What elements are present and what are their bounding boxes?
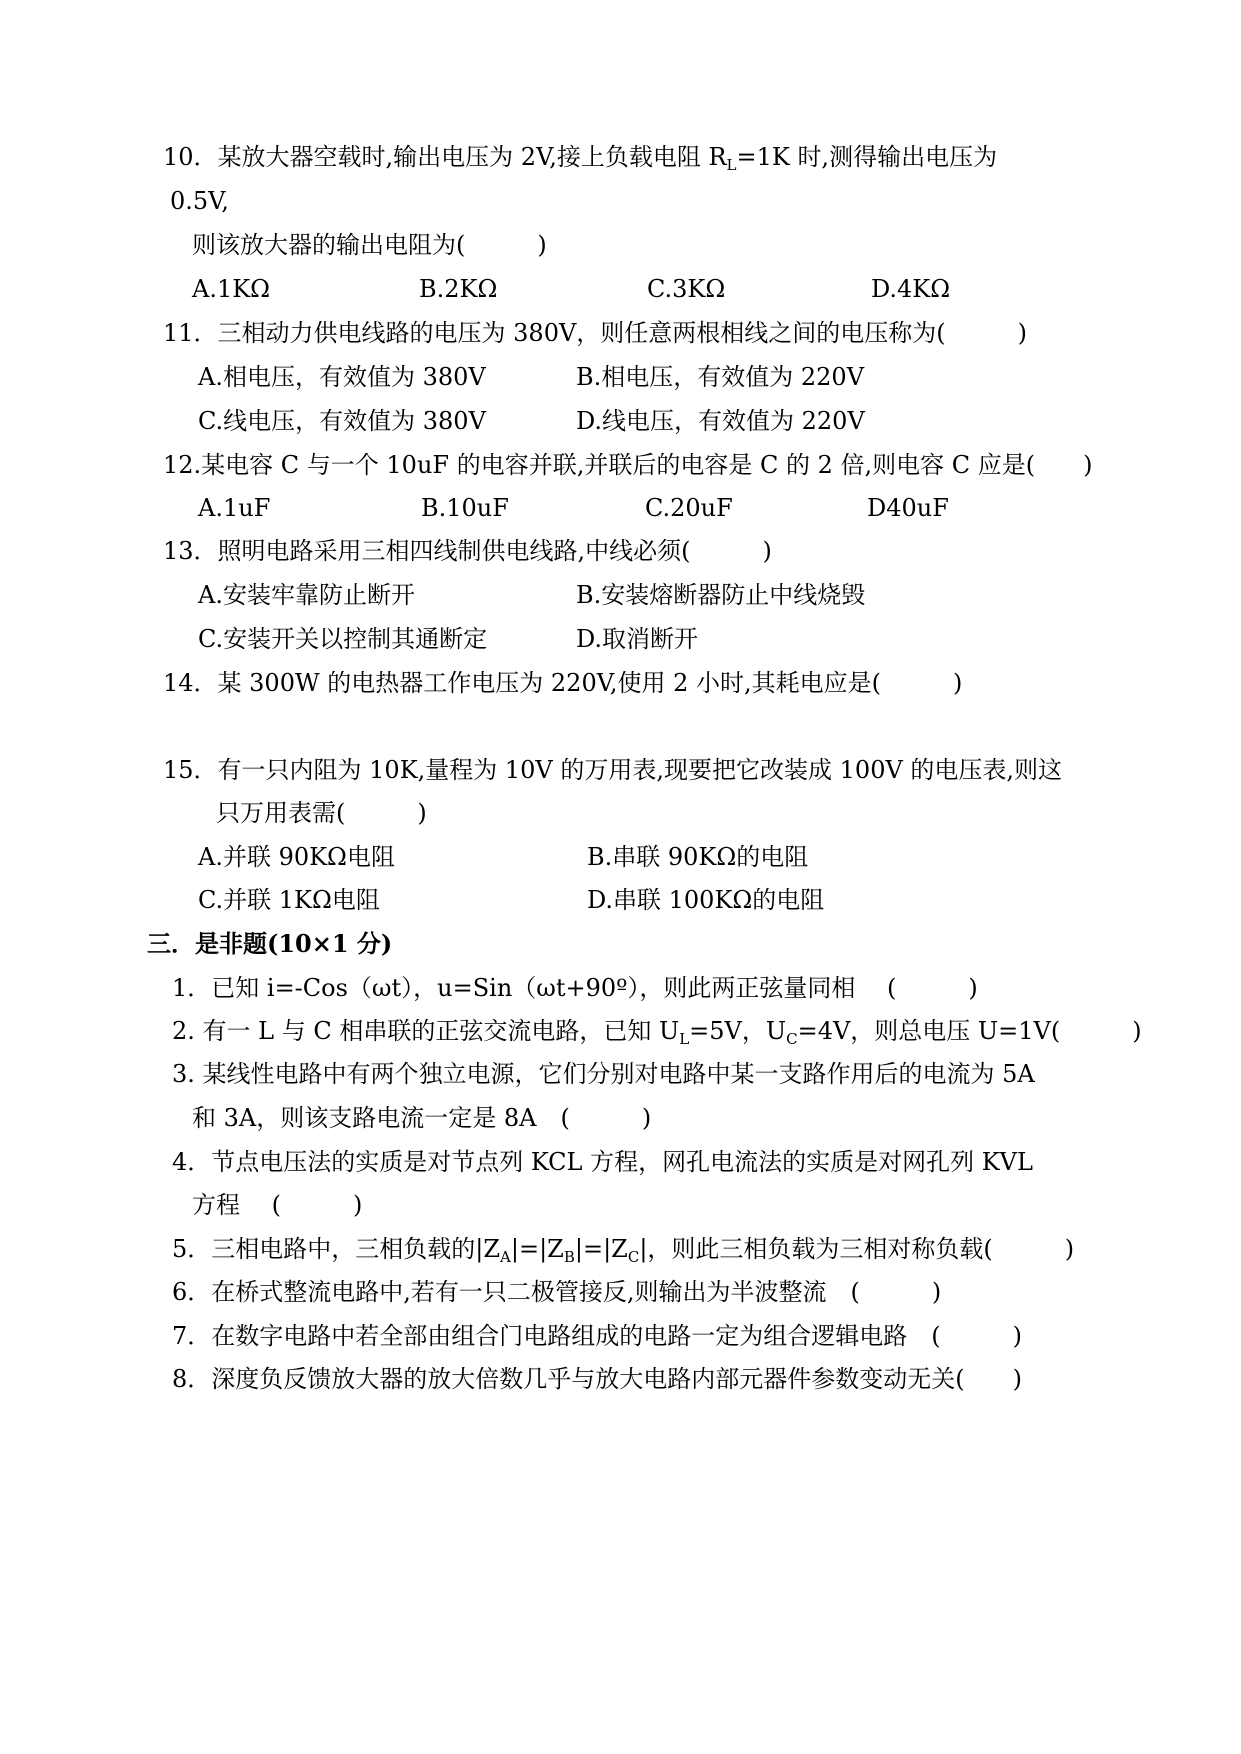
q11-option-c: C.线电压，有效值为 380V	[198, 407, 486, 435]
q12-option-b: B.10uF	[421, 494, 509, 522]
q12-option-d: D40uF	[867, 494, 949, 522]
tf-q5: 5．三相电路中，三相负载的$|Z_A|=|Z_B|=|Z_C|$，则此三相负载为三相对称负载( )	[172, 1235, 1075, 1266]
q11-line1: 11．三相动力供电线路的电压为 380V，则任意两根相线之间的电压称为( )	[163, 319, 1028, 347]
section3-heading: 三．是非题(10×1 分)	[147, 929, 393, 958]
tf-q8: 8．深度负反馈放大器的放大倍数几乎与放大电路内部元器件参数变动无关( )	[172, 1365, 1022, 1393]
tf-q3-line2: 和 3A，则该支路电流一定是 8A ( )	[192, 1104, 652, 1132]
q13-option-b: B.安装熔断器防止中线烧毁	[576, 581, 866, 609]
tf-q4-line2: 方程 ( )	[192, 1191, 363, 1219]
q13-option-d: D.取消断开	[576, 625, 699, 653]
q15-line2: 只万用表需( )	[216, 799, 427, 827]
q15-option-d: D.串联 100KΩ的电阻	[587, 886, 825, 914]
q11-option-d: D.线电压，有效值为 220V	[576, 407, 865, 435]
q10-line1: 10．某放大器空载时,输出电压为 2V,接上负载电阻 $R_L=1K$ 时,测得输出电压为	[163, 143, 998, 174]
q11-option-b: B.相电压，有效值为 220V	[576, 363, 865, 391]
q10-option-d: D.4KΩ	[871, 275, 951, 303]
q14-line1: 14．某 300W 的电热器工作电压为 220V,使用 2 小时,其耗电应是( )	[163, 669, 963, 697]
q12-option-a: A.1uF	[198, 494, 271, 522]
q13-option-a: A.安装牢靠防止断开	[198, 581, 415, 609]
tf-q2: 2. 有一 L 与 C 相串联的正弦交流电路，已知 $U_L=5V$，$U_C=4V$，则总电压 U=1V( )	[172, 1017, 1142, 1048]
q10-option-c: C.3KΩ	[647, 275, 726, 303]
q11-option-a: A.相电压，有效值为 380V	[198, 363, 486, 391]
q13-line1: 13．照明电路采用三相四线制供电线路,中线必须( )	[163, 537, 772, 565]
q10-option-a: A.1KΩ	[192, 275, 271, 303]
q12-line1: 12.某电容 C 与一个 10uF 的电容并联,并联后的电容是 C 的 2 倍,则电容 C 应是( )	[163, 451, 1093, 479]
tf-q6: 6．在桥式整流电路中,若有一只二极管接反,则输出为半波整流 ( )	[172, 1278, 942, 1306]
tf-q7: 7．在数字电路中若全部由组合门电路组成的电路一定为组合逻辑电路 ( )	[172, 1322, 1022, 1350]
tf-q4-line1: 4．节点电压法的实质是对节点列 KCL 方程，网孔电流法的实质是对网孔列 KVL	[172, 1148, 1033, 1176]
q12-option-c: C.20uF	[645, 494, 733, 522]
tf-q3-line1: 3. 某线性电路中有两个独立电源，它们分别对电路中某一支路作用后的电流为 5A	[172, 1060, 1035, 1088]
tf-q1: 1．已知 i=-Cos（ωt），u=Sin（ωt+90º），则此两正弦量同相 ( )	[172, 974, 978, 1002]
q13-option-c: C.安装开关以控制其通断定	[198, 625, 488, 653]
q10-line3: 则该放大器的输出电阻为( )	[192, 231, 547, 259]
q15-option-b: B.串联 90KΩ的电阻	[587, 843, 809, 871]
q10-line2: 0.5V,	[170, 187, 229, 215]
q15-option-a: A.并联 90KΩ电阻	[198, 843, 395, 871]
q15-line1: 15．有一只内阻为 10K,量程为 10V 的万用表,现要把它改装成 100V 的电压表,则这	[163, 756, 1063, 784]
q15-option-c: C.并联 1KΩ电阻	[198, 886, 380, 914]
q10-option-b: B.2KΩ	[419, 275, 498, 303]
